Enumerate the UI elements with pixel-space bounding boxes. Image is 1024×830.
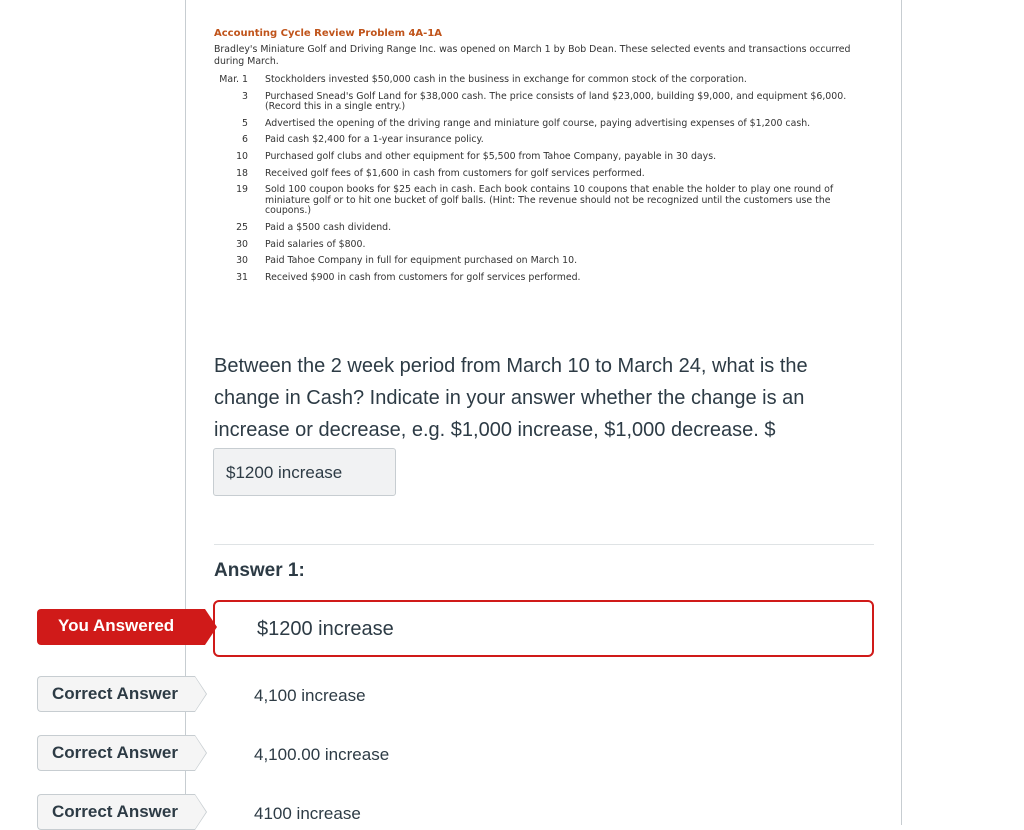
event-date: 6: [242, 134, 248, 146]
event-text: Sold 100 coupon books for $25 each in cash. Each book contains 10 coupons that enable the holder to play one round of miniature golf or to hit one bucket of golf balls. (Hint: The revenue should not be recognized until the customers use the coupons.): [265, 184, 834, 217]
you-answered-tag: You Answered: [37, 609, 205, 645]
event-text: Paid Tahoe Company in full for equipment purchased on March 10.: [265, 255, 578, 267]
event-date: 10: [236, 150, 248, 162]
event-date: 3: [242, 90, 248, 102]
event-date: 31: [236, 271, 248, 283]
correct-answer-tag: Correct Answer: [37, 676, 195, 712]
correct-answer-value: 4,100.00 increase: [254, 745, 390, 764]
event-row: [214, 185, 874, 217]
event-date: 25: [236, 221, 248, 233]
event-text: Received $900 in cash from customers for golf services performed.: [265, 271, 581, 283]
event-text: Purchased golf clubs and other equipment for $5,500 from Tahoe Company, payable in 30 days.: [265, 150, 717, 162]
event-date: 19: [236, 184, 248, 196]
event-date: 5: [242, 117, 248, 129]
event-date: 18: [236, 167, 248, 179]
event-row: [214, 273, 874, 284]
events-list: [214, 75, 874, 283]
event-row: [214, 135, 874, 146]
event-date: 30: [236, 238, 248, 250]
correct-answer-value: 4100 increase: [254, 804, 361, 823]
event-text: Advertised the opening of the driving range and miniature golf course, paying advertising expenses of $1,200 cash.: [265, 117, 811, 129]
correct-answer-tag: Correct Answer: [37, 794, 195, 830]
event-row: [214, 223, 874, 234]
right-content-border: [901, 0, 902, 825]
correct-answer-value: 4,100 increase: [254, 686, 366, 705]
event-row: [214, 119, 874, 130]
event-text: Received golf fees of $1,600 in cash from customers for golf services performed.: [265, 167, 645, 179]
correct-answer-tag: Correct Answer: [37, 735, 195, 771]
event-date: Mar. 1: [219, 74, 248, 85]
event-text: Stockholders invested $50,000 cash in the business in exchange for common stock of the corporation.: [265, 74, 747, 85]
event-row: [214, 169, 874, 180]
event-text: Paid salaries of $800.: [265, 238, 366, 250]
problem-title: Accounting Cycle Review Problem 4A-1A: [214, 28, 443, 39]
problem-intro: Bradley's Miniature Golf and Driving Range Inc. was opened on March 1 by Bob Dean. These selected events and transactions occurred during March.: [214, 44, 851, 67]
answer-input[interactable]: $1200 increase: [213, 448, 396, 496]
problem-statement: [214, 28, 874, 289]
event-text: Purchased Snead's Golf Land for $38,000 cash. The price consists of land $23,000, building $9,000, and equipment $6,000. (Record this in a single entry.): [265, 90, 847, 113]
event-text: Paid cash $2,400 for a 1-year insurance policy.: [265, 134, 484, 146]
event-row: [214, 92, 874, 113]
event-row: [214, 152, 874, 163]
event-text: Paid a $500 cash dividend.: [265, 221, 392, 233]
section-divider: [214, 544, 874, 545]
event-row: [214, 75, 874, 86]
event-row: [214, 256, 874, 267]
you-answered-value: $1200 increase: [213, 600, 874, 657]
event-date: 30: [236, 255, 248, 267]
answer-label: Answer 1:: [214, 560, 305, 581]
event-row: [214, 240, 874, 251]
question-text: Between the 2 week period from March 10 to March 24, what is the change in Cash? Indicate in your answer whether the change is an increase or decrease, e.g. $1,000 increase, $1,000 decrease. $: [214, 355, 808, 441]
